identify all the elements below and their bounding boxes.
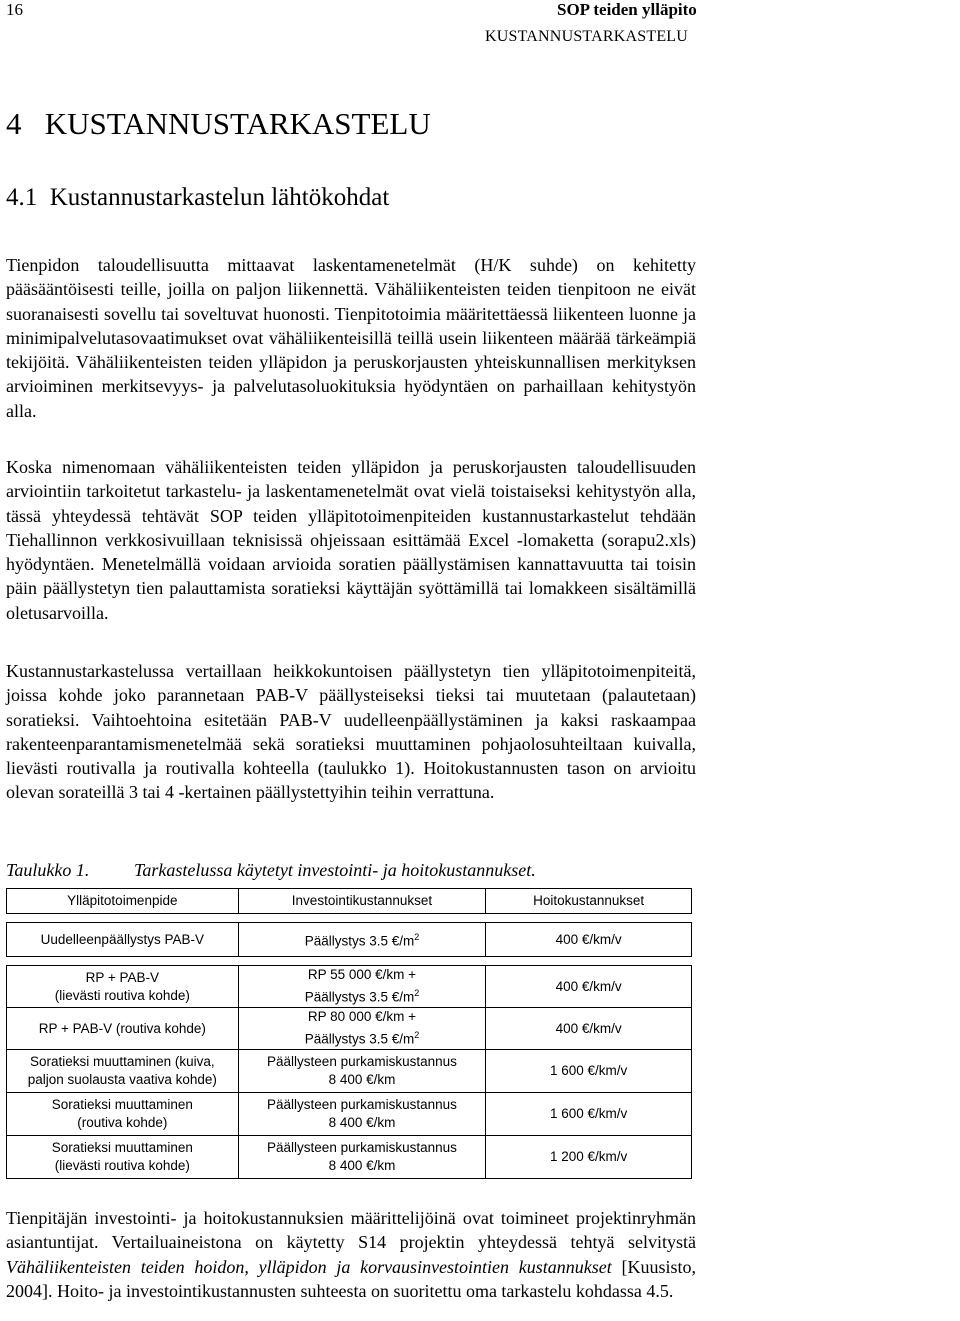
cell-measure (7, 1008, 239, 1050)
cell-investment-text: RP 80 000 €/km + (307, 1009, 417, 1025)
cell-measure (7, 966, 239, 1008)
cost-table (6, 888, 692, 1179)
cell-measure-text: Soratieksi muuttaminen (51, 1140, 193, 1155)
cell-investment-text: Päällysteen purkamiskustannus (267, 1097, 457, 1112)
cell-measure-text-2: (routiva kohde) (77, 1115, 168, 1130)
cell-measure-text-2: (lievästi routiva kohde) (54, 987, 190, 1003)
table-row (7, 1050, 692, 1093)
cell-maintenance-text: 1 600 €/km/v (550, 1106, 628, 1121)
paragraph-1: Tienpidon taloudellisuutta mittaavat laskentamenetelmät (H/K suhde) on kehitetty pääsääntöisesti teille, joilla on paljon liikennettä. Vähäliikenteisten teiden tienpitoon ne eivät suoranaisesti sovellu tai soveltuvat huonosti. Tienpitotoimia määritettäessä liikenteen luonne ja minimipalvelutasovaatimukset ovat vähäliikenteisillä teillä usein liikenteen määrää tärkeämpiä tekijöitä. Vähäliikenteisten teiden ylläpidon ja peruskorjausten yhteiskunnallisen merkityksen arvioiminen merkitsevyys- ja palvelutasoluokituksia hyödyntäen on parhaillaan kehitystyön alla. (6, 255, 696, 421)
chapter-heading: 4 KUSTANNUSTARKASTELU (6, 106, 431, 141)
header-maintenance: Hoitokustannukset (486, 889, 692, 914)
cell-investment-text: Päällystys 3.5 €/m (304, 933, 415, 949)
paragraph-4-start: Tienpitäjän investointi- ja hoitokustannuksien määrittelijöinä ovat toimineet projektinryhmän asiantuntijat. Vertailuaineistona on käytetty S14 projektin yhteydessä tehtyä selvitystä (6, 1208, 696, 1253)
header-investment: Investointikustannukset (238, 889, 486, 914)
cell-maintenance (486, 1008, 692, 1050)
cell-measure (7, 1136, 239, 1179)
running-header-title: SOP teiden ylläpito (557, 0, 697, 19)
cell-measure-text: RP + PAB-V (85, 969, 160, 985)
table-caption (6, 860, 536, 881)
cell-maintenance (486, 966, 692, 1008)
cell-investment (238, 1136, 486, 1179)
cell-measure (7, 923, 239, 957)
cell-maintenance-text: 400 €/km/v (555, 1020, 622, 1036)
cell-investment-text: Päällysteen purkamiskustannus (267, 1054, 457, 1069)
cell-investment-text-2: Päällystys 3.5 €/m (304, 1031, 415, 1047)
paragraph-4 (6, 1206, 696, 1303)
table-header-row (7, 889, 692, 914)
cell-investment (238, 1008, 486, 1050)
cell-investment-text-2: 8 400 €/km (328, 1072, 396, 1087)
cell-maintenance (486, 1136, 692, 1179)
cell-investment-text-2: Päällystys 3.5 €/m (304, 989, 415, 1005)
cell-measure-text: Soratieksi muuttaminen (kuiva, (30, 1054, 215, 1069)
table-caption-text: Tarkastelussa käytetyt investointi- ja hoitokustannukset. (134, 860, 536, 880)
table-spacer (7, 957, 692, 966)
table-caption-number: Taulukko 1. (6, 860, 90, 880)
cell-measure-text: RP + PAB-V (routiva kohde) (38, 1020, 206, 1036)
section-heading: 4.1 Kustannustarkastelun lähtökohdat (6, 184, 390, 211)
cell-investment (238, 923, 486, 957)
table-row (7, 1093, 692, 1136)
cell-measure-text: Soratieksi muuttaminen (51, 1097, 193, 1112)
header-measure: Ylläpitotoimenpide (7, 889, 239, 914)
paragraph-3: Kustannustarkastelussa vertaillaan heikkokuntoisen päällystetyn tien ylläpitotoimenpiteitä, joissa kohde joko parannetaan PAB-V päällysteiseksi tieksi tai muutetaan (palautetaan) soratieksi. Vaihtoehtoina esitetään PAB-V uudelleenpäällystäminen ja kaksi raskaampaa rakenteenparantamismenetelmää sekä soratieksi muuttaminen pohjaolosuhteiltaan kuivalla, lievästi routivalla ja routivalla kohteella (taulukko 1). Hoitokustannusten tason on arvioitu olevan sorateillä 3 tai 4 -kertainen päällystettyihin teihin verrattuna. (6, 661, 696, 803)
cell-investment-text-2: 8 400 €/km (328, 1115, 396, 1130)
table-row (7, 966, 692, 1008)
cell-investment-text: RP 55 000 €/km + (307, 967, 417, 983)
cell-investment-text-2: 8 400 €/km (328, 1158, 396, 1173)
paragraph-4-end: [Kuusisto, 2004]. Hoito- ja investointikustannusten suhteesta on suoritettu oma tarkastelu kohdassa 4.5. (6, 1256, 696, 1301)
cell-investment (238, 1093, 486, 1136)
table-row (7, 923, 692, 957)
cell-maintenance-text: 400 €/km/v (555, 978, 622, 994)
cell-maintenance (486, 1093, 692, 1136)
cell-measure-text-2: paljon suolausta vaativa kohde) (27, 1072, 217, 1087)
table-spacer (7, 914, 692, 923)
cell-investment (238, 966, 486, 1008)
paragraph-2: Koska nimenomaan vähäliikenteisten teiden ylläpidon ja peruskorjausten taloudellisuuden arviointiin tarkoitetut tarkastelu- ja laskentamenetelmät ovat vielä toistaiseksi kehitystyön alla, tässä yhteydessä tehtävät SOP teiden ylläpitotoimenpiteiden kustannustarkastelut tehdään Tiehallinnon verkkosivuillaan teknisissä ohjeissaan esittämää Excel -lomaketta (sorapu2.xls) hyödyntäen. Menetelmällä voidaan arvioida soratien päällystämisen kannattavuutta tai toisin päin päällystetyn tien palauttamista soratieksi käyttäjän syöttämillä tai lomakkeen sisältämillä oletusarvoilla. (6, 457, 696, 623)
cell-maintenance (486, 923, 692, 957)
superscript-2: 2 (414, 932, 420, 943)
cell-measure (7, 1050, 239, 1093)
page-number: 16 (6, 0, 23, 19)
cell-measure-text-2: (lievästi routiva kohde) (54, 1158, 190, 1173)
cell-investment (238, 1050, 486, 1093)
superscript-2: 2 (414, 988, 420, 999)
cell-investment-text: Päällysteen purkamiskustannus (267, 1140, 457, 1155)
cell-measure-text: Uudelleenpäällystys PAB-V (40, 931, 204, 947)
cell-maintenance-text: 1 200 €/km/v (550, 1149, 628, 1164)
cited-report-title: Vähäliikenteisten teiden hoidon, ylläpidon ja korvausinvestointien kustannukset (6, 1256, 612, 1277)
cell-maintenance-text: 400 €/km/v (555, 931, 622, 947)
cell-maintenance-text: 1 600 €/km/v (550, 1063, 628, 1078)
running-header-section: KUSTANNUSTARKASTELU (485, 28, 689, 45)
cell-measure (7, 1093, 239, 1136)
superscript-2: 2 (414, 1030, 420, 1041)
table-row (7, 1136, 692, 1179)
cell-maintenance (486, 1050, 692, 1093)
table-row (7, 1008, 692, 1050)
